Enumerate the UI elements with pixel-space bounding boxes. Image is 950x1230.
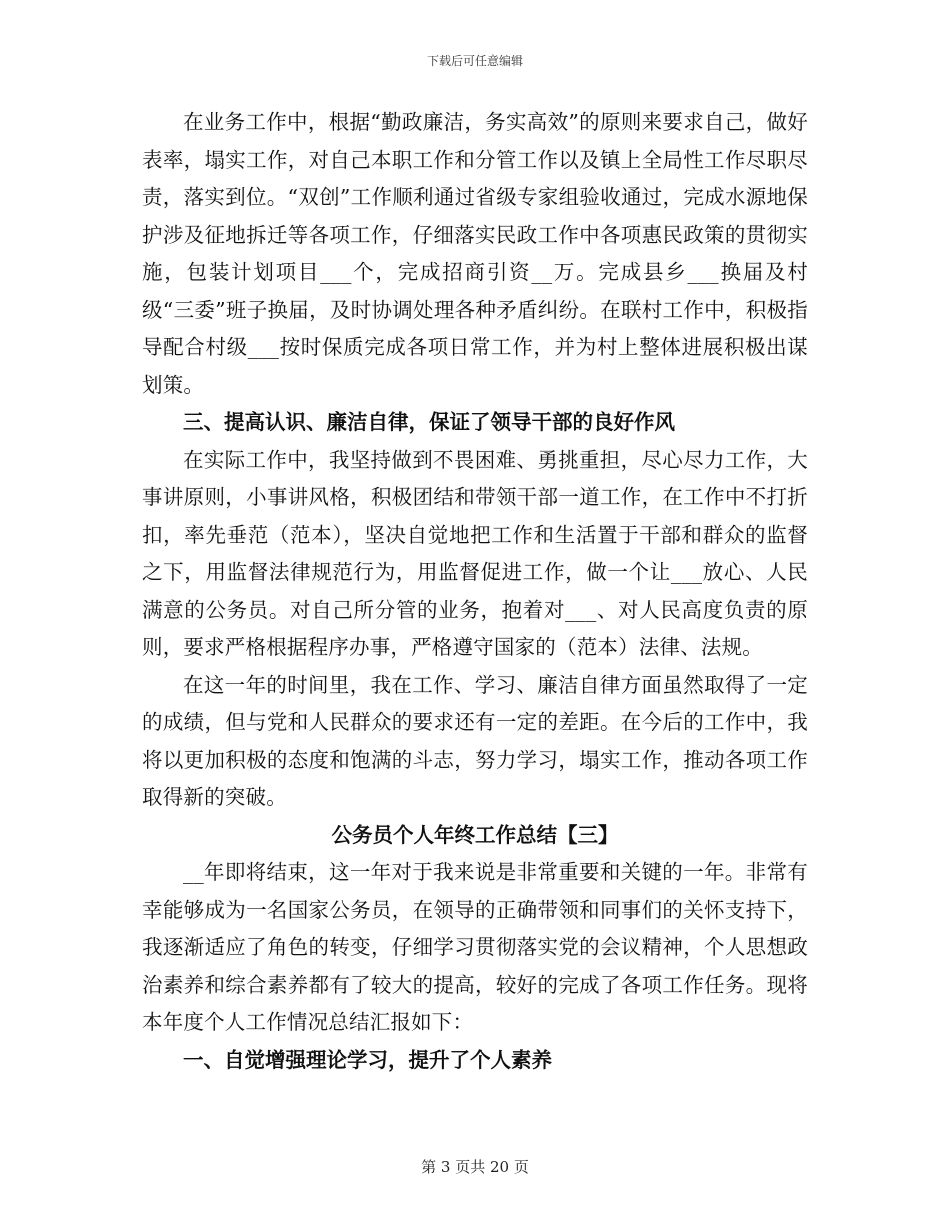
section-heading-integrity: 三、提高认识、廉洁自律，保证了领导干部的良好作风 — [183, 410, 675, 434]
paragraph-practical-work: 在实际工作中，我坚持做到不畏困难、勇挑重担，尽心尽力工作，大事讲原则，小事讲风格，积极团结和带领干部一道工作，在工作中不打折扣，率先垂范（范本），坚决自觉地把工作和生活置于干部和群众的监督之下，用监督法律规范行为，用监督促进工作，做一个让___放心、人民满意的公务员。对自己所分管的业务，抱着对___、对人民高度负责的原则，要求严格根据程序办事，严格遵守国家的（范本）法律、法规。 — [142, 447, 808, 659]
paragraph-introduction: __年即将结束，这一年对于我来说是非常重要和关键的一年。非常有幸能够成为一名国家公务员，在领导的正确带领和同事们的关怀支持下，我逐渐适应了角色的转变，仔细学习贯彻落实党的会议精神，个人思想政治素养和综合素养都有了较大的提高，较好的完成了各项工作任务。现将本年度个人工作情况总结汇报如下： — [142, 860, 808, 1034]
paragraph-year-summary: 在这一年的时间里，我在工作、学习、廉洁自律方面虽然取得了一定的成绩，但与党和人民群众的要求还有一定的差距。在今后的工作中，我将以更加积极的态度和饱满的斗志，努力学习，塌实工作，推动各项工作取得新的突破。 — [142, 672, 808, 809]
document-section-title: 公务员个人年终工作总结【三】 — [331, 822, 619, 847]
section-heading-theory-study: 一、自觉增强理论学习，提升了个人素养 — [183, 1047, 552, 1072]
paragraph-work-duties: 在业务工作中，根据“勤政廉洁，务实高效”的原则来要求自己，做好表率，塌实工作，对自己本职工作和分管工作以及镇上全局性工作尽职尽责，落实到位。“双创”工作顺利通过省级专家组验收通过，完成水源地保护涉及征地拆迁等各项工作，仔细落实民政工作中各项惠民政策的贯彻实施，包装计划项目___个，完成招商引资__万。完成县乡___换届及村级“三委”班子换届，及时协调处理各种矛盾纠纷。在联村工作中，积极指导配合村级___按时保质完成各项日常工作，并为村上整体进展积极出谋划策。 — [142, 110, 808, 397]
page-footer: 第 3 页共 20 页 — [421, 1158, 529, 1176]
document-body — [142, 104, 808, 1079]
page-header: 下载后可任意编辑 — [426, 54, 523, 68]
